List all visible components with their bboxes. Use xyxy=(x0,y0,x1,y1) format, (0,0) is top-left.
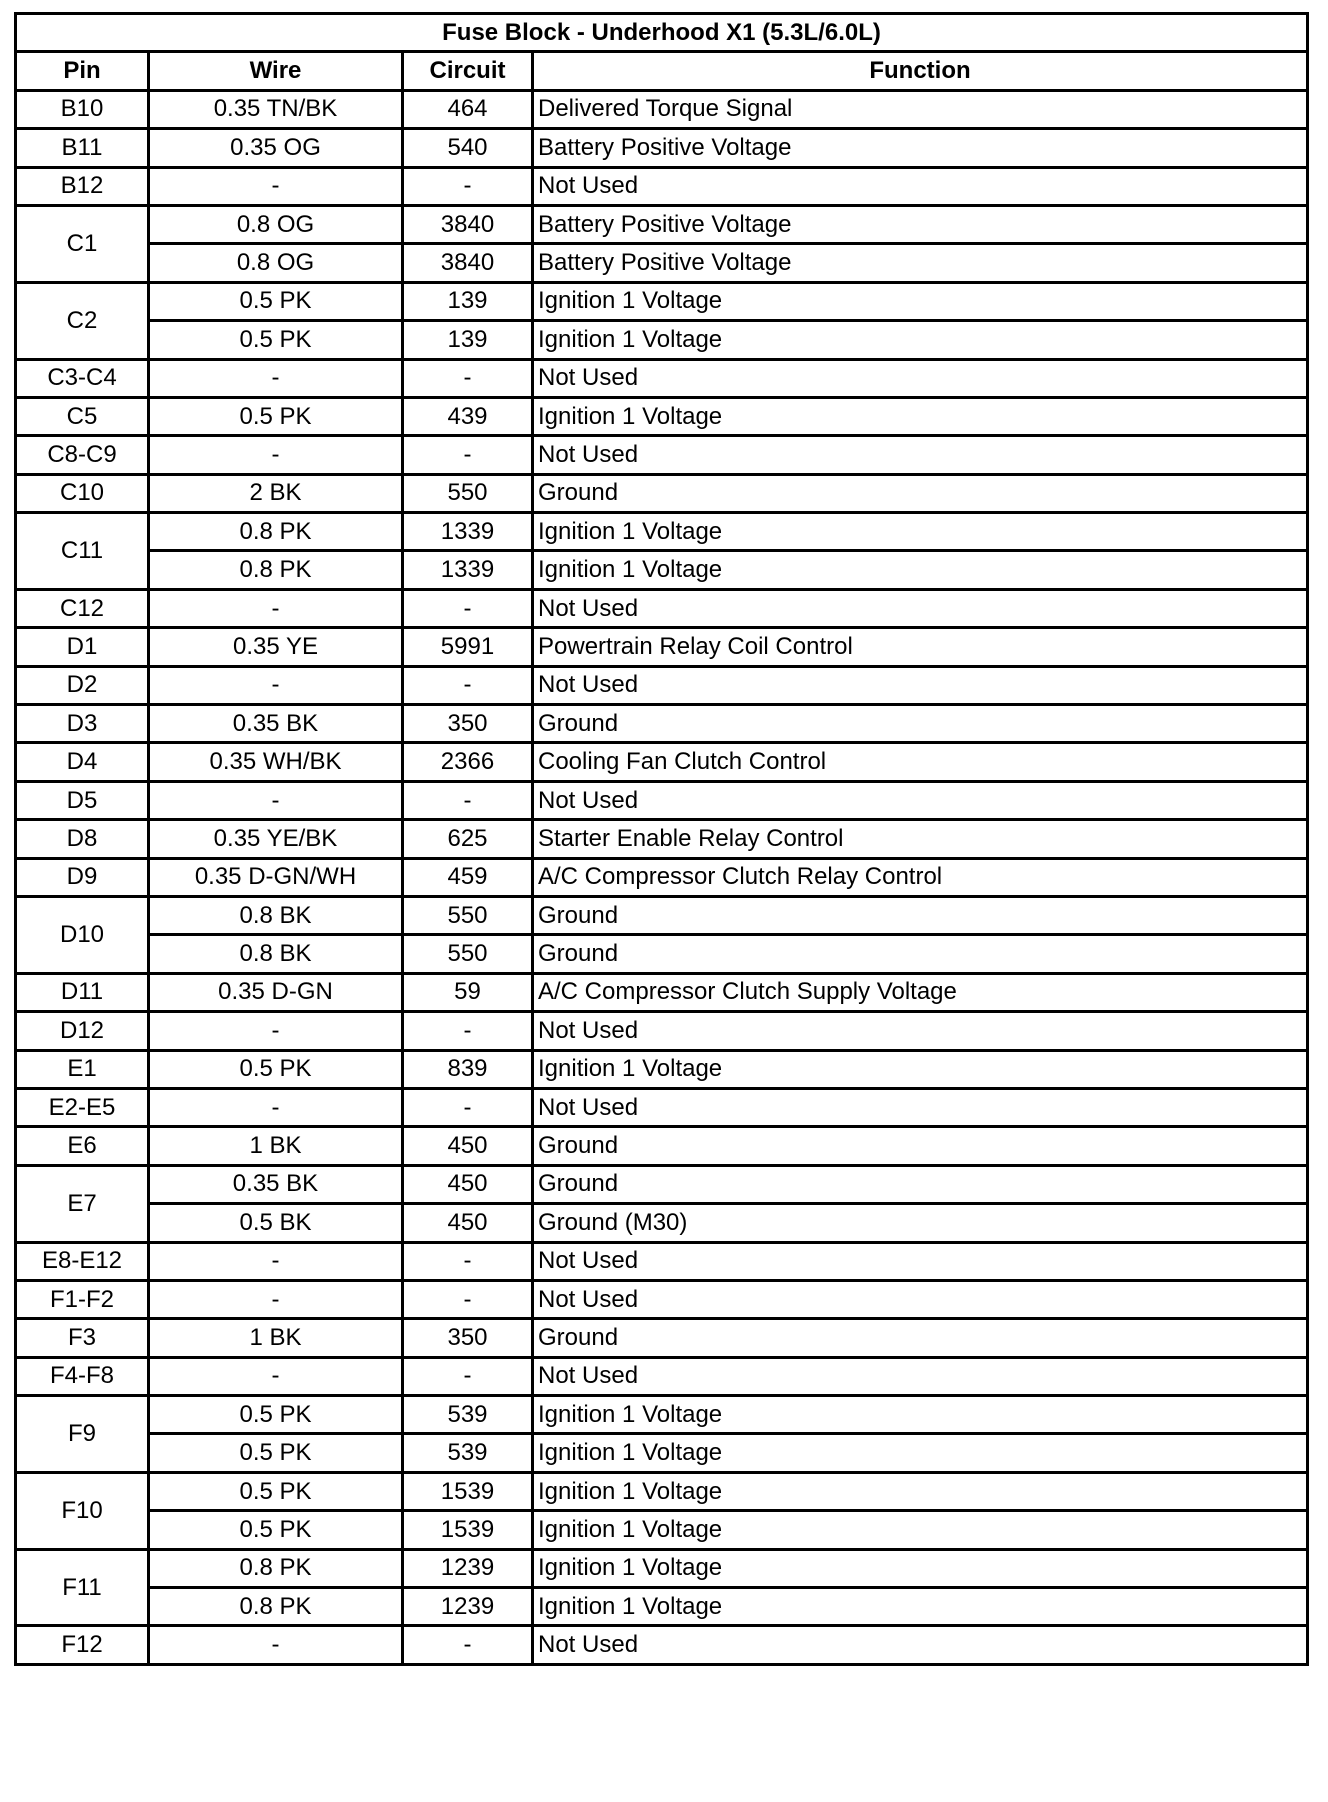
function-cell: Ground xyxy=(533,705,1308,743)
circuit-cell: 450 xyxy=(403,1204,533,1242)
header-wire: Wire xyxy=(149,52,403,90)
wire-cell: 1 BK xyxy=(149,1319,403,1357)
wire-cell: - xyxy=(149,1242,403,1280)
function-cell: Not Used xyxy=(533,1280,1308,1318)
table-row xyxy=(16,1242,1308,1280)
table-row xyxy=(16,628,1308,666)
function-cell: Ground xyxy=(533,474,1308,512)
pin-cell: E1 xyxy=(16,1050,149,1088)
wire-cell: 0.35 BK xyxy=(149,705,403,743)
table-title: Fuse Block - Underhood X1 (5.3L/6.0L) xyxy=(16,14,1308,52)
wire-cell: 0.5 PK xyxy=(149,1511,403,1549)
pin-cell: D4 xyxy=(16,743,149,781)
wire-cell: - xyxy=(149,436,403,474)
function-cell: Not Used xyxy=(533,359,1308,397)
circuit-cell: 5991 xyxy=(403,628,533,666)
table-row xyxy=(16,1626,1308,1664)
circuit-cell: - xyxy=(403,589,533,627)
table-row xyxy=(16,1549,1308,1587)
function-cell: Not Used xyxy=(533,666,1308,704)
wire-cell: 0.35 BK xyxy=(149,1165,403,1203)
wire-cell: - xyxy=(149,1012,403,1050)
function-cell: Ground xyxy=(533,1319,1308,1357)
circuit-cell: 139 xyxy=(403,282,533,320)
function-cell: Ignition 1 Voltage xyxy=(533,1434,1308,1472)
circuit-cell: - xyxy=(403,359,533,397)
wire-cell: 1 BK xyxy=(149,1127,403,1165)
wire-cell: 0.8 BK xyxy=(149,896,403,934)
function-cell: A/C Compressor Clutch Relay Control xyxy=(533,858,1308,896)
function-cell: Ignition 1 Voltage xyxy=(533,1396,1308,1434)
circuit-cell: 625 xyxy=(403,820,533,858)
table-row xyxy=(16,513,1308,551)
table-row xyxy=(16,705,1308,743)
circuit-cell: 539 xyxy=(403,1396,533,1434)
function-cell: Ground xyxy=(533,935,1308,973)
wire-cell: 0.5 PK xyxy=(149,1050,403,1088)
function-cell: Ignition 1 Voltage xyxy=(533,513,1308,551)
pin-cell: F10 xyxy=(16,1472,149,1549)
wire-cell: 0.35 D-GN xyxy=(149,973,403,1011)
table-row xyxy=(16,205,1308,243)
function-cell: Ground xyxy=(533,1165,1308,1203)
wire-cell: - xyxy=(149,1357,403,1395)
table-row xyxy=(16,282,1308,320)
function-cell: Not Used xyxy=(533,589,1308,627)
pin-cell: D12 xyxy=(16,1012,149,1050)
circuit-cell: 450 xyxy=(403,1165,533,1203)
table-row xyxy=(16,90,1308,128)
wire-cell: 0.5 PK xyxy=(149,1396,403,1434)
table-row xyxy=(16,781,1308,819)
function-cell: Ground (M30) xyxy=(533,1204,1308,1242)
circuit-cell: 540 xyxy=(403,129,533,167)
circuit-cell: 59 xyxy=(403,973,533,1011)
table-row xyxy=(16,589,1308,627)
wire-cell: 0.35 YE/BK xyxy=(149,820,403,858)
pin-cell: F4-F8 xyxy=(16,1357,149,1395)
table-row xyxy=(16,1280,1308,1318)
table-row xyxy=(16,1588,1308,1626)
pin-cell: F1-F2 xyxy=(16,1280,149,1318)
wire-cell: - xyxy=(149,666,403,704)
wire-cell: 0.8 PK xyxy=(149,513,403,551)
table-row xyxy=(16,1050,1308,1088)
wire-cell: - xyxy=(149,1280,403,1318)
circuit-cell: - xyxy=(403,666,533,704)
table-row xyxy=(16,1127,1308,1165)
header-row xyxy=(16,52,1308,90)
wire-cell: 0.8 PK xyxy=(149,1549,403,1587)
table-row xyxy=(16,551,1308,589)
function-cell: Not Used xyxy=(533,1088,1308,1126)
function-cell: Ignition 1 Voltage xyxy=(533,1472,1308,1510)
pin-cell: B12 xyxy=(16,167,149,205)
table-row xyxy=(16,359,1308,397)
header-function: Function xyxy=(533,52,1308,90)
circuit-cell: 1539 xyxy=(403,1472,533,1510)
wire-cell: 0.5 BK xyxy=(149,1204,403,1242)
pin-cell: F12 xyxy=(16,1626,149,1664)
table-row xyxy=(16,1319,1308,1357)
function-cell: Not Used xyxy=(533,1626,1308,1664)
pin-cell: D1 xyxy=(16,628,149,666)
wire-cell: 0.5 PK xyxy=(149,282,403,320)
function-cell: Ignition 1 Voltage xyxy=(533,1588,1308,1626)
pin-cell: B11 xyxy=(16,129,149,167)
circuit-cell: 350 xyxy=(403,1319,533,1357)
table-row xyxy=(16,1012,1308,1050)
wire-cell: 0.35 OG xyxy=(149,129,403,167)
function-cell: Battery Positive Voltage xyxy=(533,244,1308,282)
pin-cell: F9 xyxy=(16,1396,149,1473)
pin-cell: E2-E5 xyxy=(16,1088,149,1126)
pin-cell: E6 xyxy=(16,1127,149,1165)
function-cell: Not Used xyxy=(533,167,1308,205)
function-cell: Battery Positive Voltage xyxy=(533,205,1308,243)
wire-cell: - xyxy=(149,359,403,397)
table-body xyxy=(16,90,1308,1664)
table-row xyxy=(16,1396,1308,1434)
table-row xyxy=(16,1357,1308,1395)
wire-cell: 0.35 D-GN/WH xyxy=(149,858,403,896)
function-cell: Ignition 1 Voltage xyxy=(533,1549,1308,1587)
table-row xyxy=(16,896,1308,934)
function-cell: Not Used xyxy=(533,781,1308,819)
wire-cell: 0.5 PK xyxy=(149,1472,403,1510)
circuit-cell: 1539 xyxy=(403,1511,533,1549)
pin-cell: C2 xyxy=(16,282,149,359)
table-row xyxy=(16,244,1308,282)
function-cell: Ignition 1 Voltage xyxy=(533,321,1308,359)
function-cell: Not Used xyxy=(533,1242,1308,1280)
wire-cell: 0.35 WH/BK xyxy=(149,743,403,781)
circuit-cell: - xyxy=(403,1012,533,1050)
pin-cell: C12 xyxy=(16,589,149,627)
circuit-cell: - xyxy=(403,436,533,474)
pin-cell: C1 xyxy=(16,205,149,282)
function-cell: A/C Compressor Clutch Supply Voltage xyxy=(533,973,1308,1011)
table-row xyxy=(16,1511,1308,1549)
function-cell: Ignition 1 Voltage xyxy=(533,282,1308,320)
pin-cell: D3 xyxy=(16,705,149,743)
circuit-cell: 459 xyxy=(403,858,533,896)
wire-cell: 0.8 OG xyxy=(149,244,403,282)
circuit-cell: - xyxy=(403,167,533,205)
table-row xyxy=(16,1088,1308,1126)
pin-cell: D5 xyxy=(16,781,149,819)
table-row xyxy=(16,858,1308,896)
table-row xyxy=(16,973,1308,1011)
wire-cell: 0.35 TN/BK xyxy=(149,90,403,128)
circuit-cell: 1239 xyxy=(403,1549,533,1587)
pin-cell: C8-C9 xyxy=(16,436,149,474)
function-cell: Ignition 1 Voltage xyxy=(533,1050,1308,1088)
circuit-cell: 1339 xyxy=(403,513,533,551)
table-row xyxy=(16,167,1308,205)
table-row xyxy=(16,474,1308,512)
circuit-cell: 539 xyxy=(403,1434,533,1472)
wire-cell: 2 BK xyxy=(149,474,403,512)
function-cell: Not Used xyxy=(533,1357,1308,1395)
table-row xyxy=(16,743,1308,781)
function-cell: Ground xyxy=(533,1127,1308,1165)
function-cell: Delivered Torque Signal xyxy=(533,90,1308,128)
pin-cell: E8-E12 xyxy=(16,1242,149,1280)
circuit-cell: 350 xyxy=(403,705,533,743)
wire-cell: 0.8 PK xyxy=(149,1588,403,1626)
pin-cell: C11 xyxy=(16,513,149,590)
wire-cell: 0.5 PK xyxy=(149,397,403,435)
wire-cell: 0.5 PK xyxy=(149,1434,403,1472)
wire-cell: - xyxy=(149,589,403,627)
wire-cell: 0.8 PK xyxy=(149,551,403,589)
table-row xyxy=(16,397,1308,435)
wire-cell: - xyxy=(149,781,403,819)
function-cell: Not Used xyxy=(533,1012,1308,1050)
wire-cell: 0.5 PK xyxy=(149,321,403,359)
function-cell: Battery Positive Voltage xyxy=(533,129,1308,167)
wire-cell: 0.35 YE xyxy=(149,628,403,666)
pin-cell: D9 xyxy=(16,858,149,896)
table-row xyxy=(16,321,1308,359)
header-pin: Pin xyxy=(16,52,149,90)
function-cell: Not Used xyxy=(533,436,1308,474)
pin-cell: B10 xyxy=(16,90,149,128)
circuit-cell: - xyxy=(403,1280,533,1318)
pin-cell: D10 xyxy=(16,896,149,973)
wire-cell: 0.8 BK xyxy=(149,935,403,973)
table-row xyxy=(16,1204,1308,1242)
circuit-cell: 3840 xyxy=(403,244,533,282)
circuit-cell: - xyxy=(403,1242,533,1280)
circuit-cell: - xyxy=(403,1626,533,1664)
pin-cell: F3 xyxy=(16,1319,149,1357)
table-row xyxy=(16,1165,1308,1203)
circuit-cell: - xyxy=(403,1357,533,1395)
circuit-cell: 139 xyxy=(403,321,533,359)
wire-cell: - xyxy=(149,1626,403,1664)
table-row xyxy=(16,129,1308,167)
function-cell: Cooling Fan Clutch Control xyxy=(533,743,1308,781)
function-cell: Ignition 1 Voltage xyxy=(533,397,1308,435)
pin-cell: C3-C4 xyxy=(16,359,149,397)
circuit-cell: 3840 xyxy=(403,205,533,243)
circuit-cell: 439 xyxy=(403,397,533,435)
wire-cell: - xyxy=(149,167,403,205)
table-row xyxy=(16,436,1308,474)
circuit-cell: 1239 xyxy=(403,1588,533,1626)
circuit-cell: 550 xyxy=(403,474,533,512)
pin-cell: D2 xyxy=(16,666,149,704)
pin-cell: F11 xyxy=(16,1549,149,1626)
wire-cell: 0.8 OG xyxy=(149,205,403,243)
function-cell: Powertrain Relay Coil Control xyxy=(533,628,1308,666)
wire-cell: - xyxy=(149,1088,403,1126)
pinout-table xyxy=(14,12,1309,1666)
table-row xyxy=(16,820,1308,858)
function-cell: Ignition 1 Voltage xyxy=(533,551,1308,589)
circuit-cell: - xyxy=(403,1088,533,1126)
circuit-cell: 450 xyxy=(403,1127,533,1165)
table-row xyxy=(16,935,1308,973)
pin-cell: C10 xyxy=(16,474,149,512)
table-row xyxy=(16,1434,1308,1472)
table-row xyxy=(16,666,1308,704)
circuit-cell: 839 xyxy=(403,1050,533,1088)
pin-cell: E7 xyxy=(16,1165,149,1242)
pin-cell: C5 xyxy=(16,397,149,435)
circuit-cell: 1339 xyxy=(403,551,533,589)
pin-cell: D8 xyxy=(16,820,149,858)
header-circuit: Circuit xyxy=(403,52,533,90)
function-cell: Ignition 1 Voltage xyxy=(533,1511,1308,1549)
circuit-cell: 2366 xyxy=(403,743,533,781)
title-row xyxy=(16,14,1308,52)
table-row xyxy=(16,1472,1308,1510)
pin-cell: D11 xyxy=(16,973,149,1011)
function-cell: Ground xyxy=(533,896,1308,934)
circuit-cell: 464 xyxy=(403,90,533,128)
circuit-cell: 550 xyxy=(403,896,533,934)
circuit-cell: 550 xyxy=(403,935,533,973)
function-cell: Starter Enable Relay Control xyxy=(533,820,1308,858)
circuit-cell: - xyxy=(403,781,533,819)
